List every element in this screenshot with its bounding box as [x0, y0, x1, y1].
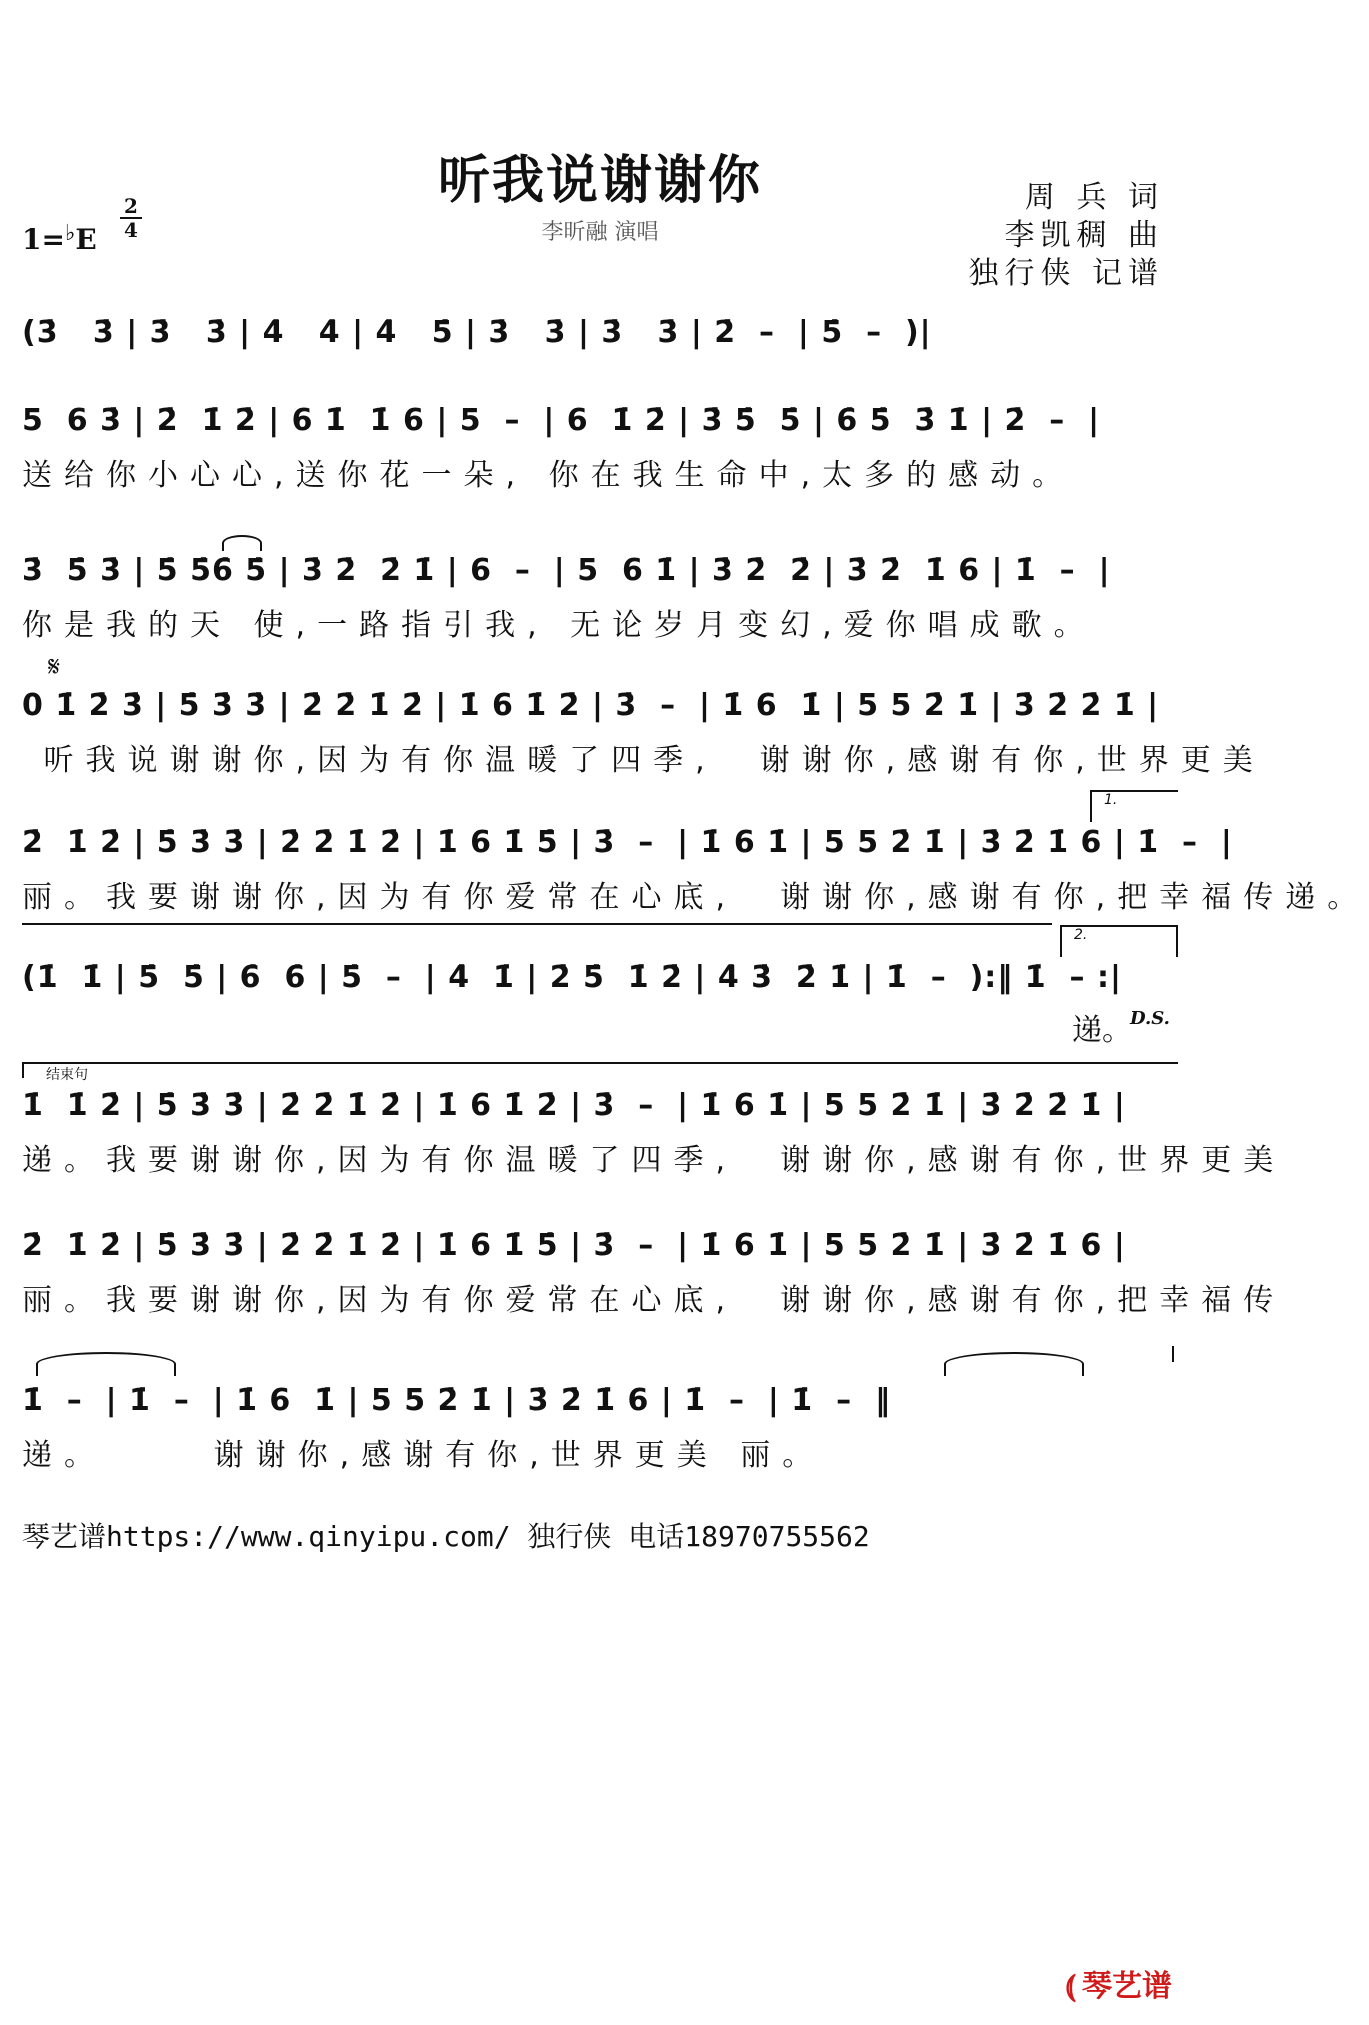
footer-source: 琴艺谱https://www.qinyipu.com/ 独行侠 电话18970755562	[22, 1520, 870, 1553]
key-signature: 1=♭E	[22, 220, 97, 256]
lyric-row-4: 听我说谢谢你,因为有你温暖了四季, 谢谢你,感谢有你,世界更美	[22, 743, 1265, 778]
volta-2-bracket-side	[1060, 925, 1062, 957]
volta-2-bracket-end	[1176, 925, 1178, 957]
tie-mark	[222, 535, 262, 551]
tie-mark-end-1	[36, 1352, 176, 1376]
lyric-row-6: 递。	[1072, 1013, 1132, 1048]
final-bracket-side	[1172, 1346, 1174, 1362]
ending-bracket	[22, 1062, 1178, 1064]
lyricist-credit: 周 兵 词	[1024, 180, 1164, 215]
tie-mark-end-2	[944, 1352, 1084, 1376]
notation-row-8: 2̇ 1̇ 2̇ | 5̇ 3̇ 3̇ | 2̇ 2̇ 1̇ 2̇ | 1̇ 6 1̇ 5̇ | 3̇ – | 1̇ 6 1̇ | 5 5 2̇ 1̇ | 3̇ 2̇ 1̇ 6 |	[22, 1228, 1126, 1263]
transcriber-credit: 独行侠 记谱	[968, 256, 1164, 291]
lyric-row-3: 你是我的天 使,一路指引我, 无论岁月变幻,爱你唱成歌。	[22, 608, 1096, 643]
notation-row-6: (1̇ 1̇ | 5̇ 5̇ | 6̇ 6̇ | 5̇ – | 4̇ 1̇ | 2̇ 5̇ 1̇ 2̇ | 4̇ 3̇ 2̇ 1̇ | 1̇ – ):‖ 1̇ – :|	[22, 960, 1122, 995]
brand-logo: ⦅ 琴艺谱	[1065, 1966, 1172, 2004]
notation-row-9: 1̇ – | 1̇ – | 1̇ 6 1̇ | 5 5 2̇ 1̇ | 3̇ 2̇ 1̇ 6 | 1̇ – | 1̇ – ‖	[22, 1383, 891, 1418]
lyric-row-2: 送给你小心心,送你花一朵, 你在我生命中,太多的感动。	[22, 458, 1075, 493]
notation-row-2: 5 6 3̇ | 2̇ 1̇ 2̇ | 6 1̇ 1̇ 6 | 5 – | 6 1̇ 2̇ | 3̇ 5̇ 5̇ | 6̇ 5̇ 3̇ 1̇ | 2̇ – |	[22, 403, 1101, 438]
volta-2-label: 2.	[1074, 927, 1088, 943]
lyric-row-9: 递。 谢谢你,感谢有你,世界更美 丽。	[22, 1438, 825, 1473]
notation-row-7: 1̇ 1̇ 2̇ | 5̇ 3̇ 3̇ | 2̇ 2̇ 1̇ 2̇ | 1̇ 6 1̇ 2̇ | 3̇ – | 1̇ 6 1̇ | 5 5 2̇ 1̇ | 3̇ 2̇ 2̇ 1̇ |	[22, 1088, 1126, 1123]
singer-credit: 李昕融 演唱	[541, 220, 659, 245]
composer-credit: 李凯稠 曲	[1004, 218, 1164, 253]
lyric-row-7: 递。我要谢谢你,因为有你温暖了四季, 谢谢你,感谢有你,世界更美	[22, 1143, 1286, 1178]
lyric-row-5: 丽。我要谢谢你,因为有你爱常在心底, 谢谢你,感谢有你,把幸福传递。	[22, 880, 1369, 915]
volta-1-label: 1.	[1104, 792, 1118, 808]
section-divider	[22, 923, 1052, 925]
volta-1-bracket-side	[1090, 790, 1092, 822]
ending-label: 结束句	[46, 1067, 88, 1083]
notation-row-5: 2̇ 1̇ 2̇ | 5̇ 3̇ 3̇ | 2̇ 2̇ 1̇ 2̇ | 1̇ 6 1̇ 5̇ | 3̇ – | 1̇ 6 1̇ | 5 5 2̇ 1̇ | 3̇ 2̇ 1̇ 6 | 1̇ – |	[22, 825, 1233, 860]
lyric-row-8: 丽。我要谢谢你,因为有你爱常在心底, 谢谢你,感谢有你,把幸福传	[22, 1283, 1286, 1318]
ending-bracket-side	[22, 1062, 24, 1078]
time-signature: 2 4	[120, 196, 142, 240]
notation-row-4: 0 1̇ 2̇ 3̇ | 5̇ 3̇ 3̇ | 2̇ 2̇ 1̇ 2̇ | 1̇ 6 1̇ 2̇ | 3̇ – | 1̇ 6 1̇ | 5 5 2̇ 1̇ | 3̇ 2̇ 2̇ 1̇ |	[22, 688, 1160, 723]
segno-mark: 𝄋	[48, 650, 61, 683]
notation-row-3: 3̇ 5̇ 3̇ | 5̇ 5̇6̇ 5̇ | 3̇ 2̇ 2̇ 1̇ | 6 – | 5 6 1̇ | 3̇ 2̇ 2̇ | 3̇ 2̇ 1̇ 6 | 1̇ – |	[22, 553, 1111, 588]
page-title: 听我说谢谢你	[437, 151, 762, 211]
notation-row-intro: (3̇ 3̇ | 3̇ 3̇ | 4̇ 4̇ | 4̇ 5̇ | 3̇ 3̇ | 3̇ 3̇ | 2̇ – | 5̇ – )|	[22, 315, 932, 350]
brand-icon: ⦅	[1065, 1966, 1076, 2004]
ds-mark: D.S.	[1130, 1008, 1170, 1029]
